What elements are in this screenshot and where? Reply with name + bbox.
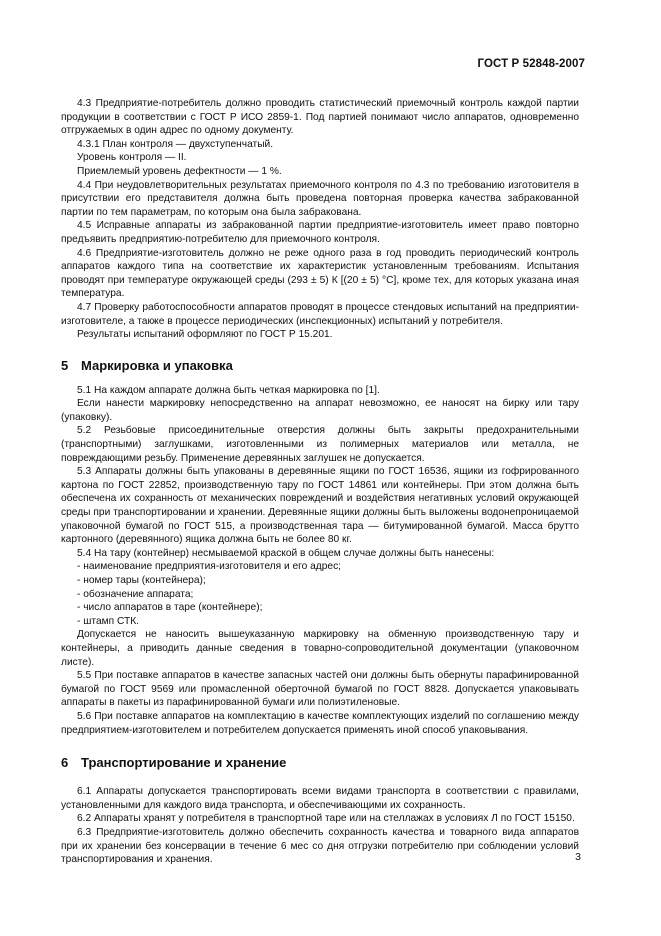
section-number: 5 bbox=[61, 357, 69, 373]
paragraph-5-4-cont: Допускается не наносить вышеуказанную маркировку на обменную производственную тару и контейнеры, а приводить данные сведения в товарно-сопроводительной документации (упаковочном листе). bbox=[61, 629, 579, 668]
paragraph-6-3: 6.3 Предприятие-изготовитель должно обеспечить сохранность качества и товарного вида аппаратов при их хранении без консервации в течение 6 мес со дня отгрузки потребителю при соблюдении условий транспортирования и хранения. bbox=[61, 826, 579, 866]
list-item: - штамп СТК. bbox=[77, 615, 139, 627]
page-number: 3 bbox=[575, 851, 581, 863]
section-heading-5 bbox=[61, 358, 579, 374]
list-item: - обозначение аппарата; bbox=[77, 588, 194, 600]
list-item: - номер тары (контейнера); bbox=[77, 575, 206, 586]
document-id: ГОСТ Р 52848-2007 bbox=[477, 58, 585, 70]
paragraph-defect-level: Приемлемый уровень дефектности — 1 %. bbox=[77, 165, 282, 177]
section-title: Транспортирование и хранение bbox=[81, 755, 287, 771]
paragraph-control-level: Уровень контроля — II. bbox=[77, 152, 187, 164]
paragraph-5-1: 5.1 На каждом аппарате должна быть четкая маркировка по [1]. bbox=[77, 384, 380, 396]
paragraph-4-3-1: 4.3.1 План контроля — двухступенчатый. bbox=[77, 138, 274, 150]
paragraph-4-4: 4.4 При неудовлетворительных результатах приемочного контроля по 4.3 по требованию изготовителя в присутствии его представителя должна быть проведена повторная проверка качества забракованной партии по тем параметрам, по которым она была забракована. bbox=[61, 179, 579, 218]
document-body bbox=[61, 97, 579, 867]
paragraph-5-2: 5.2 Резьбовые присоединительные отверстия должны быть закрыты предохранительными (транспортными) заглушками, изготовленными из полимерных материалов или металла, не повреждающими резьбу. Применение деревянных заглушек не допускается. bbox=[61, 425, 579, 464]
paragraph-5-1-cont: Если нанести маркировку непосредственно на аппарат невозможно, ее наносят на бирку или тару (упаковку). bbox=[61, 398, 579, 423]
paragraph-4-5: 4.5 Исправные аппараты из забракованной партии предприятие-изготовитель имеет право повторно предъявить предприятию-потребителю для приемочного контроля. bbox=[61, 220, 579, 245]
paragraph-4-3: 4.3 Предприятие-потребитель должно проводить статистический приемочный контроль каждой партии продукции в соответствии с ГОСТ Р ИСО 2859-1. Под партией понимают число аппаратов, одновременно отгружаемых в один адрес по одному документу. bbox=[61, 98, 579, 137]
list-item: - число аппаратов в таре (контейнере); bbox=[77, 602, 263, 614]
paragraph-6-2: 6.2 Аппараты хранят у потребителя в транспортной таре или на стеллажах в условиях Л по ГОСТ 15150. bbox=[77, 813, 575, 825]
section-title: Маркировка и упаковка bbox=[81, 357, 233, 373]
paragraph-5-4: 5.4 На тару (контейнер) несмываемой краской в общем случае должны быть нанесены: bbox=[77, 547, 495, 559]
paragraph-4-7: 4.7 Проверку работоспособности аппаратов проводят в процессе стендовых испытаний на предприятии-изготовителе, а также в процессе периодических (инспекционных) испытаний у потребителя. bbox=[61, 301, 579, 327]
section-number: 6 bbox=[61, 755, 69, 771]
paragraph-test-results: Результаты испытаний оформляют по ГОСТ Р 15.201. bbox=[77, 329, 333, 341]
section-heading-6 bbox=[61, 755, 579, 771]
list-item: - наименование предприятия-изготовителя и его адрес; bbox=[77, 561, 341, 573]
paragraph-4-6: 4.6 Предприятие-изготовитель должно не реже одного раза в год проводить периодический контроль аппаратов каждого типа на соответствие их характеристик установленным требованиям. Испытания проводят при температуре окружающей среды (293 ± 5) К [(20 ± 5) °С], кроме тех, для которых указана иная температура. bbox=[61, 247, 579, 300]
paragraph-6-1: 6.1 Аппараты допускается транспортировать всеми видами транспорта в соответствии с правилами, установленными для каждого вида транспорта, и обеспечивающими их сохранность. bbox=[61, 786, 579, 811]
paragraph-5-5: 5.5 При поставке аппаратов в качестве запасных частей они должны быть обернуты парафинированной бумагой по ГОСТ 9569 или промасленной оберточной бумагой по ГОСТ 8828. Допускается упаковывать аппараты в пакеты из парафинированной бумаги или полиэтиленовые. bbox=[61, 670, 579, 709]
paragraph-5-3: 5.3 Аппараты должны быть упакованы в деревянные ящики по ГОСТ 16536, ящики из гофрированного картона по ГОСТ 22852, производственную тару по ГОСТ 14861 или контейнеры. При этом должна быть обеспечена их сохранность от механических повреждений и воздействия негативных условий окружающей среды при транспортировании и хранении. Деревянные ящики должны быть выложены водонепроницаемой упаковочной бумагой по ГОСТ 515, а производственная тара — битумированной бумагой. Масса брутто картонного (деревянного) ящика должна быть не более 80 кг. bbox=[61, 466, 579, 546]
paragraph-5-6: 5.6 При поставке аппаратов на комплектацию в качестве комплектующих изделий по соглашению между предприятием-изготовителем и потребителем допускается применять иной способ упаковывания. bbox=[61, 710, 579, 736]
